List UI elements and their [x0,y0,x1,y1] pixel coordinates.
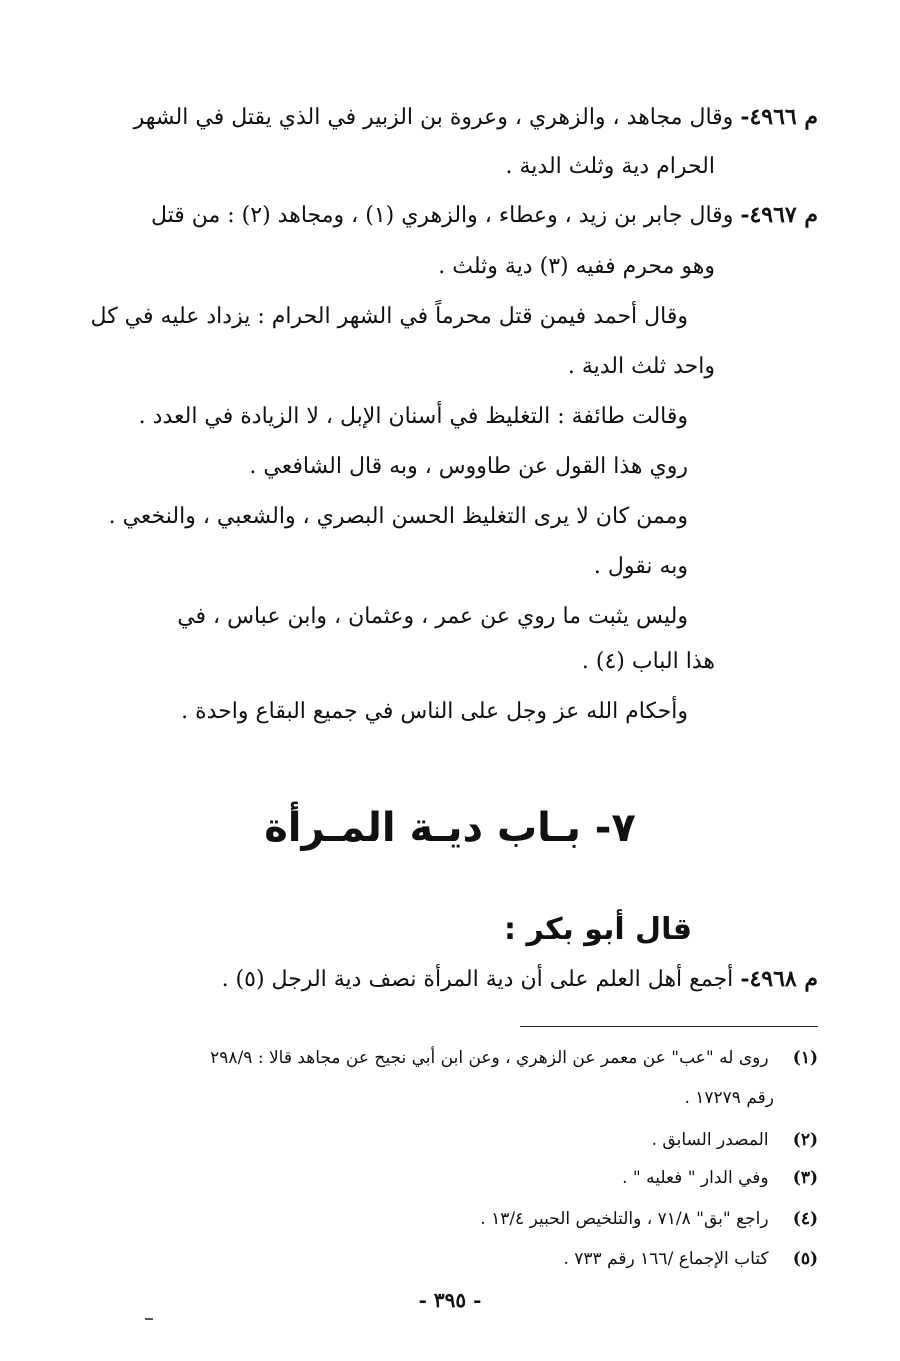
entry-number: م ٤٩٦٦- [740,104,818,130]
footnote-text: روى له "عب" عن معمر عن الزهري ، وعن ابن أبي نجيح عن مجاهد قالا : ٢٩٨/٩ [210,1048,769,1068]
entry-number: م ٤٩٦٨- [740,966,818,992]
paragraph-wa-bihi [594,550,688,584]
paragraph-text: وليس يثبت ما روي عن عمر ، وعثمان ، وابن عباس ، في [177,604,688,629]
footnote-number: (٣) [792,1168,818,1188]
paragraph-text: أجمع أهل العلم على أن دية المرأة نصف دية الرجل (٥) . [221,967,734,992]
paragraph-text: وهو محرم ففيه (٣) دية وثلث . [438,254,715,279]
footnote-1-continued [684,1084,774,1112]
paragraph-4967-line-2 [438,250,715,284]
paragraph-text: الحرام دية وثلث الدية . [505,154,715,179]
paragraph-text: وقال مجاهد ، والزهري ، وعروة بن الزبير في الذي يقتل في الشهر [133,105,734,130]
paragraph-taifa [139,400,688,434]
paragraph-no-taghliz [109,500,688,534]
footnote-number: (٥) [792,1249,818,1269]
section-subhead: قال أبو بكر : [504,912,692,947]
paragraph-4967-line-1 [151,198,818,233]
footnote-2 [652,1126,818,1154]
page-number: - ٣٩٥ - [418,1288,482,1312]
entry-number: م ٤٩٦٧- [740,202,818,228]
paragraph-tawus [249,450,688,484]
footnote-text: وفي الدار " فعليه " . [622,1168,769,1188]
paragraph-4966-line-1 [134,100,818,135]
chapter-title: ٧- بـاب ديـة المـرأة [264,805,636,851]
footnote-3 [622,1164,818,1192]
scan-speck [145,1318,153,1320]
paragraph-ahmad-line-1 [91,300,688,334]
paragraph-ahmad-line-2 [568,350,715,384]
paragraph-text: وممن كان لا يرى التغليظ الحسن البصري ، والشعبي ، والنخعي . [108,504,688,529]
paragraph-4966-line-2 [506,150,715,184]
paragraph-laysa-line-1 [177,600,688,634]
paragraph-text: وقال أحمد فيمن قتل محرماً في الشهر الحرام : يزداد عليه في كل [90,304,688,329]
paragraph-laysa-line-2 [582,645,715,679]
footnote-4 [480,1205,818,1233]
paragraph-text: روي هذا القول عن طاووس ، وبه قال الشافعي . [249,454,688,479]
footnote-divider [520,1026,818,1027]
paragraph-text: وأحكام الله عز وجل على الناس في جميع البقاع واحدة . [181,699,688,724]
paragraph-text: واحد ثلث الدية . [567,354,715,379]
footnote-text: رقم ١٧٢٧٩ . [684,1088,774,1108]
footnote-text: المصدر السابق . [651,1130,769,1150]
footnote-text: راجع "بق" ٧١/٨ ، والتلخيص الحبير ١٣/٤ . [480,1209,769,1229]
paragraph-text: وقال جابر بن زيد ، وعطاء ، والزهري (١) ، ومجاهد (٢) : من قتل [150,203,734,228]
footnote-text: كتاب الإجماع /١٦٦ رقم ٧٣٣ . [563,1249,769,1269]
paragraph-text: وقالت طائفة : التغليظ في أسنان الإبل ، لا الزيادة في العدد . [138,404,688,429]
paragraph-text: هذا الباب (٤) . [581,649,715,674]
footnote-1 [210,1044,818,1072]
footnote-number: (١) [792,1048,818,1068]
footnote-number: (٢) [792,1130,818,1150]
footnote-5 [563,1245,818,1273]
paragraph-4968 [222,962,818,997]
paragraph-ahkam [181,695,688,729]
footnote-number: (٤) [792,1209,818,1229]
paragraph-text: وبه نقول . [593,554,688,579]
